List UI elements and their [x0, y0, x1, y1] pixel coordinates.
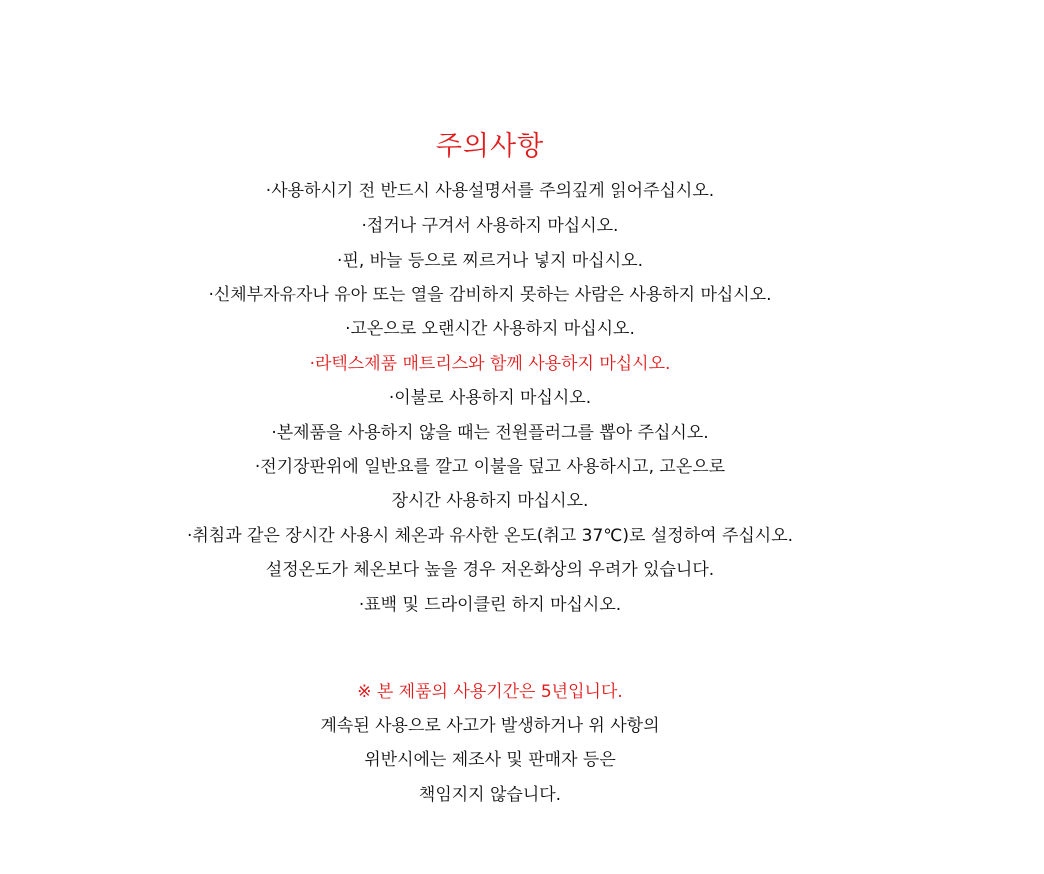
disclaimer-line: 책임지지 않습니다. [418, 785, 562, 805]
caution-line: ·핀, 바늘 등으로 찌르거나 넣지 마십시오. [337, 251, 643, 271]
disclaimer-line: 계속된 사용으로 사고가 발생하거나 위 사항의 [320, 716, 660, 736]
notice-title: 주의사항 [435, 131, 545, 162]
caution-line: 설정온도가 체온보다 높을 경우 저온화상의 우려가 있습니다. [265, 560, 715, 580]
caution-line: ·전기장판위에 일반요를 깔고 이불을 덮고 사용하시고, 고온으로 [254, 457, 726, 477]
caution-line-highlighted: ·라텍스제품 매트리스와 함께 사용하지 마십시오. [309, 354, 671, 374]
caution-line: ·접거나 구겨서 사용하지 마십시오. [361, 216, 619, 236]
caution-line: ·신체부자유자나 유아 또는 열을 감비하지 못하는 사람은 사용하지 마십시오. [208, 285, 772, 305]
caution-line: ·본제품을 사용하지 않을 때는 전원플러그를 뽑아 주십시오. [271, 423, 709, 443]
caution-line: 장시간 사용하지 마십시오. [391, 491, 589, 511]
usage-period-headline: ※ 본 제품의 사용기간은 5년입니다. [357, 682, 623, 702]
caution-line: ·표백 및 드라이클린 하지 마십시오. [358, 595, 622, 615]
caution-line: ·취침과 같은 장시간 사용시 체온과 유사한 온도(취고 37℃)로 설정하여 주십시오. [186, 526, 794, 546]
caution-line: ·이불로 사용하지 마십시오. [388, 388, 592, 408]
caution-line: ·사용하시기 전 반드시 사용설명서를 주의깊게 읽어주십시오. [265, 181, 715, 201]
caution-line: ·고온으로 오랜시간 사용하지 마십시오. [345, 319, 635, 339]
disclaimer-line: 위반시에는 제조사 및 판매자 등은 [364, 750, 616, 770]
